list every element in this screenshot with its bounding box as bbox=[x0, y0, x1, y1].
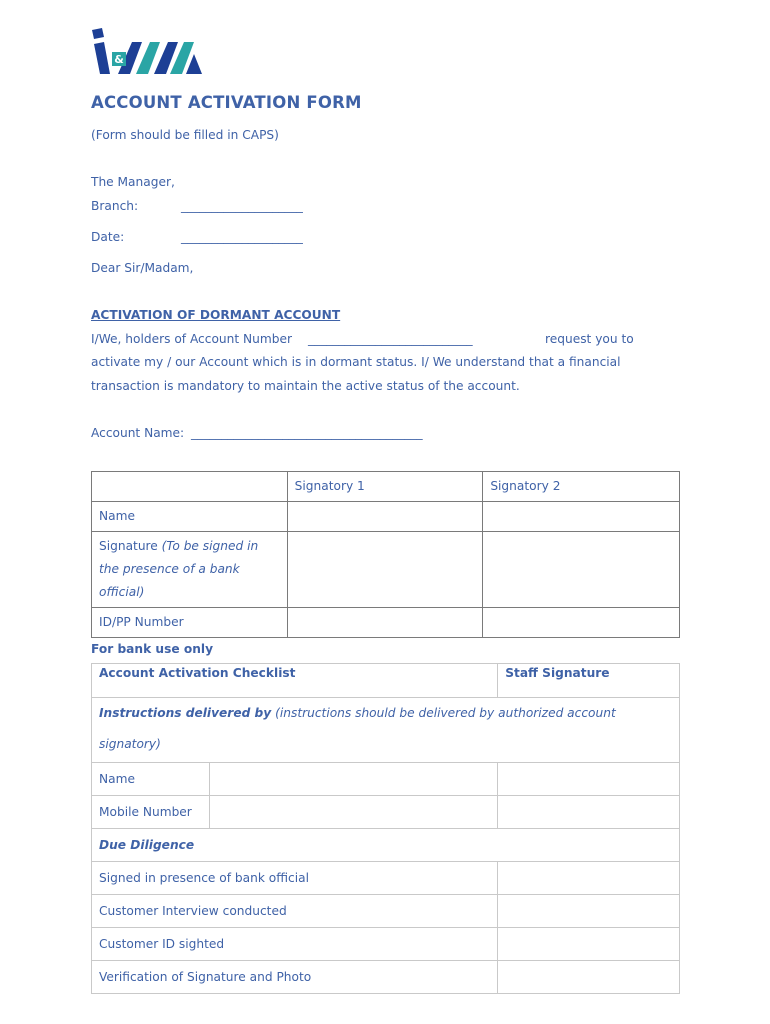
date-label: Date: bbox=[91, 230, 125, 244]
col-signatory-1: Signatory 1 bbox=[287, 472, 483, 502]
branch-label: Branch: bbox=[91, 199, 139, 213]
signature-note-2: the presence of a bank bbox=[99, 562, 240, 576]
table-row bbox=[92, 829, 680, 862]
signatory-2-signature-cell[interactable] bbox=[483, 532, 680, 608]
account-name-label: Account Name: bbox=[91, 426, 185, 440]
date-field[interactable]: ____________________ bbox=[181, 230, 303, 244]
row-label-signature bbox=[92, 532, 288, 608]
name-label: Name bbox=[92, 763, 210, 796]
signed-staff-signature-cell[interactable] bbox=[498, 862, 680, 895]
addressee: The Manager, bbox=[91, 175, 175, 189]
branch-field[interactable]: ____________________ bbox=[181, 199, 303, 213]
bank-checklist-table bbox=[91, 663, 680, 994]
form-title: ACCOUNT ACTIVATION FORM bbox=[91, 93, 362, 112]
id-staff-signature-cell[interactable] bbox=[498, 928, 680, 961]
table-row bbox=[92, 532, 680, 608]
signatory-2-id-cell[interactable] bbox=[483, 608, 680, 638]
bank-use-heading: For bank use only bbox=[91, 642, 214, 656]
checklist-header-row bbox=[92, 664, 680, 698]
account-number-suffix: request you to bbox=[545, 332, 634, 346]
salutation: Dear Sir/Madam, bbox=[91, 261, 194, 275]
instructions-label: Instructions delivered by bbox=[99, 706, 272, 720]
account-number-field[interactable] bbox=[308, 332, 473, 346]
signature-label: Signature bbox=[99, 539, 158, 553]
checklist-item-interview: Customer Interview conducted bbox=[92, 895, 498, 928]
form-subtitle: (Form should be filled in CAPS) bbox=[91, 128, 279, 142]
table-corner-cell bbox=[92, 472, 288, 502]
im-bank-logo bbox=[90, 28, 204, 78]
table-row bbox=[92, 961, 680, 994]
interview-staff-signature-cell[interactable] bbox=[498, 895, 680, 928]
signatory-1-signature-cell[interactable] bbox=[287, 532, 483, 608]
mobile-staff-signature-cell[interactable] bbox=[498, 796, 680, 829]
instructor-mobile-cell[interactable] bbox=[209, 796, 497, 829]
mobile-label: Mobile Number bbox=[92, 796, 210, 829]
row-label-id: ID/PP Number bbox=[92, 608, 288, 638]
table-row bbox=[92, 763, 680, 796]
table-row bbox=[92, 608, 680, 638]
table-row bbox=[92, 698, 680, 763]
signatory-1-id-cell[interactable] bbox=[287, 608, 483, 638]
account-number-blank-a: _______________ bbox=[308, 332, 400, 346]
col-signatory-2: Signatory 2 bbox=[483, 472, 680, 502]
table-row bbox=[92, 895, 680, 928]
instructions-note-2: signatory) bbox=[99, 737, 161, 751]
instructor-name-cell[interactable] bbox=[209, 763, 497, 796]
signature-note-1: (To be signed in bbox=[161, 539, 259, 553]
body-line-2: activate my / our Account which is in dormant status. I/ We understand that a financial bbox=[91, 355, 621, 369]
table-row bbox=[92, 796, 680, 829]
body-line-3: transaction is mandatory to maintain the active status of the account. bbox=[91, 379, 520, 393]
row-label-name: Name bbox=[92, 502, 288, 532]
name-staff-signature-cell[interactable] bbox=[498, 763, 680, 796]
staff-signature-header: Staff Signature bbox=[498, 664, 680, 698]
checklist-header: Account Activation Checklist bbox=[92, 664, 498, 698]
instructions-cell bbox=[92, 698, 680, 763]
signatory-1-name-cell[interactable] bbox=[287, 502, 483, 532]
table-header-row bbox=[92, 472, 680, 502]
table-row bbox=[92, 502, 680, 532]
table-row bbox=[92, 862, 680, 895]
checklist-item-verification: Verification of Signature and Photo bbox=[92, 961, 498, 994]
svg-text:&: & bbox=[114, 53, 124, 66]
account-number-blank-b: ____________ bbox=[399, 332, 473, 346]
due-diligence-heading: Due Diligence bbox=[92, 829, 680, 862]
account-name-field[interactable]: ______________________________________ bbox=[191, 426, 423, 440]
instructions-note-1: (instructions should be delivered by authorized account bbox=[275, 706, 616, 720]
account-number-prefix: I/We, holders of Account Number bbox=[91, 332, 292, 346]
signatory-table bbox=[91, 471, 680, 638]
signatory-2-name-cell[interactable] bbox=[483, 502, 680, 532]
checklist-item-signed: Signed in presence of bank official bbox=[92, 862, 498, 895]
section-heading: ACTIVATION OF DORMANT ACCOUNT bbox=[91, 308, 341, 322]
table-row bbox=[92, 928, 680, 961]
signature-note-3: official) bbox=[99, 585, 145, 599]
verification-staff-signature-cell[interactable] bbox=[498, 961, 680, 994]
checklist-item-id: Customer ID sighted bbox=[92, 928, 498, 961]
